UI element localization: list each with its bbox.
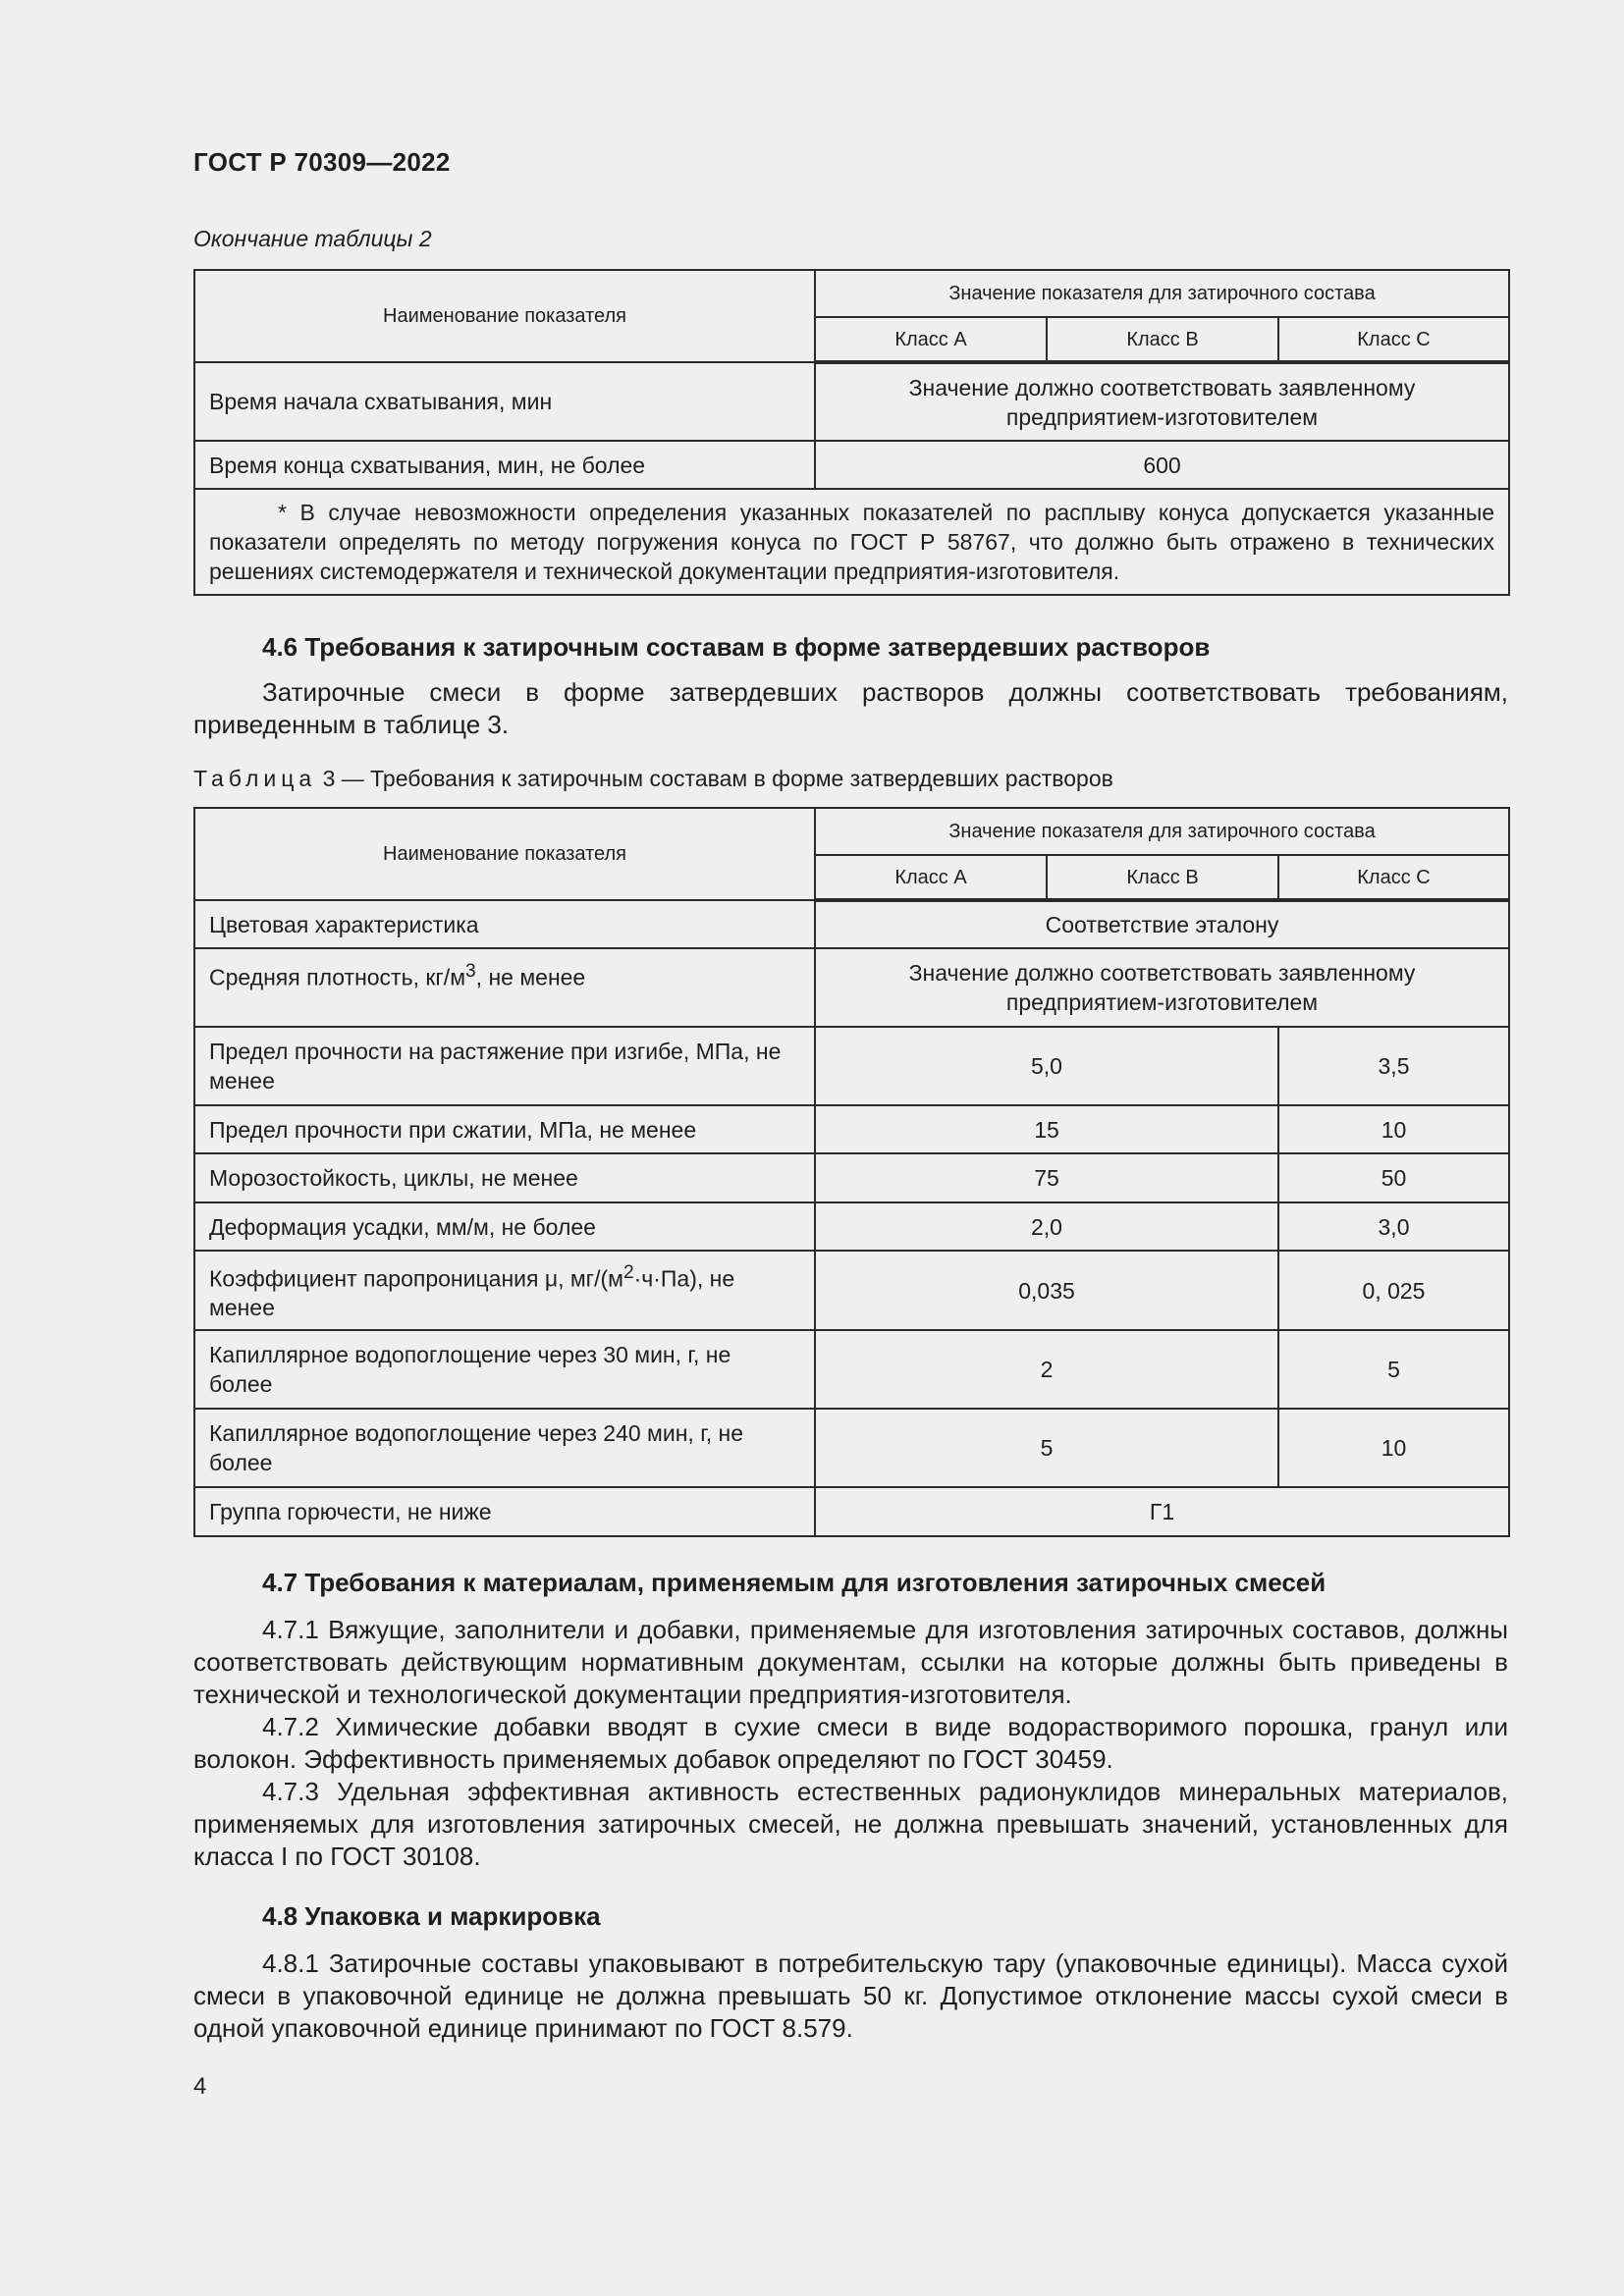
table-row [194, 1487, 1509, 1536]
table3-header-class-a: Класс А [815, 855, 1047, 900]
row-value: 600 [815, 441, 1509, 489]
row-value-c: 5 [1278, 1330, 1509, 1409]
paragraph: Затирочные смеси в форме затвердевших растворов должны соответствовать требованиям, приведенным в таблице 3. [193, 677, 1508, 739]
table3-caption-word: Таблица [193, 766, 317, 791]
table3-caption-text: 3 — Требования к затирочным составам в форме затвердевших растворов [322, 766, 1113, 791]
row-name: Предел прочности при сжатии, МПа, не менее [194, 1105, 815, 1153]
row-value: Значение должно соответствовать заявленному предприятием-изготовителем [815, 362, 1509, 441]
row-value-c: 10 [1278, 1105, 1509, 1153]
paragraph: 4.8.1 Затирочные составы упаковывают в потребительскую тару (упаковочные единицы). Масса сухой смеси в упаковочной единице не должна превышать 50 кг. Допустимое отклонение массы сухой смеси в одной упаковочной единице принимают по ГОСТ 8.579. [193, 1949, 1508, 2043]
table2-header-name: Наименование показателя [194, 270, 815, 362]
row-name: Цветовая характеристика [194, 900, 815, 948]
table-row [194, 1027, 1509, 1105]
row-name: Группа горючести, не ниже [194, 1487, 815, 1536]
table2-continuation-caption: Окончание таблицы 2 [193, 226, 432, 251]
row-value-ab: 15 [815, 1105, 1278, 1153]
row-value-ab: 2,0 [815, 1202, 1278, 1251]
row-value-ab: 5,0 [815, 1027, 1278, 1105]
table2-header-class-b: Класс В [1047, 317, 1278, 362]
table-row [194, 362, 1509, 441]
row-value-c: 3,5 [1278, 1027, 1509, 1105]
section-4-6-text [193, 676, 1508, 741]
table3-header-class-c: Класс С [1278, 855, 1509, 900]
row-value-ab: 2 [815, 1330, 1278, 1409]
table3-header-class-b: Класс В [1047, 855, 1278, 900]
row-value-c: 3,0 [1278, 1202, 1509, 1251]
paragraph: 4.7.1 Вяжущие, заполнители и добавки, применяемые для изготовления затирочных составов, должны соответствовать действующим нормативным документам, ссылки на которые должны быть приведены в технической и технологической документации предприятия-изготовителя. [193, 1615, 1508, 1709]
table-row [194, 1409, 1509, 1487]
section-4-8-text [193, 1948, 1508, 2045]
section-4-7-heading: 4.7 Требования к материалам, применяемым для изготовления затирочных смесей [262, 1568, 1326, 1597]
table-row [194, 1105, 1509, 1153]
row-value: Соответствие эталону [815, 900, 1509, 948]
row-value-c: 10 [1278, 1409, 1509, 1487]
row-name: Время начала схватывания, мин [194, 362, 815, 441]
row-name: Коэффициент паропроницания μ, $мг/(м^2\cdot ч\cdot Па)$, не менее [194, 1251, 815, 1330]
row-name: Деформация усадки, мм/м, не более [194, 1202, 815, 1251]
table-3 [193, 807, 1510, 1537]
row-name: Время конца схватывания, мин, не более [194, 441, 815, 489]
page-number: 4 [193, 2073, 207, 2100]
table-footnote-row [194, 489, 1509, 595]
section-4-6-heading: 4.6 Требования к затирочным составам в форме затвердевших растворов [262, 632, 1211, 662]
row-name: Предел прочности на растяжение при изгибе, МПа, не менее [194, 1027, 815, 1105]
row-value: Г1 [815, 1487, 1509, 1536]
table2-footnote: * В случае невозможности определения указанных показателей по расплыву конуса допускается указанные показатели определять по методу погружения конуса по ГОСТ Р 58767, что должно быть отражено в технических решениях системодержателя и технической документации предприятия-изготовителя. [209, 500, 1495, 584]
table3-header-name: Наименование показателя [194, 808, 815, 900]
table2-header-class-c: Класс С [1278, 317, 1509, 362]
table-2 [193, 269, 1510, 596]
table-row [194, 1251, 1509, 1330]
table-row [194, 900, 1509, 948]
row-name: Капиллярное водопоглощение через 30 мин, г, не более [194, 1330, 815, 1409]
table-row [194, 1202, 1509, 1251]
row-value-ab: 75 [815, 1153, 1278, 1202]
paragraph: 4.7.2 Химические добавки вводят в сухие смеси в виде водорастворимого порошка, гранул или волокон. Эффективность применяемых добавок определяют по ГОСТ 30459. [193, 1712, 1508, 1774]
paragraph: 4.7.3 Удельная эффективная активность естественных радионуклидов минеральных материалов, применяемых для изготовления затирочных смесей, не должна превышать значений, установленных для класса I по ГОСТ 30108. [193, 1777, 1508, 1871]
row-value-ab: 0,035 [815, 1251, 1278, 1330]
row-name: Средняя плотность, $кг/м^3$, не менее [194, 948, 815, 1027]
section-4-7-text [193, 1614, 1508, 1873]
table3-header-value: Значение показателя для затирочного состава [815, 808, 1509, 855]
section-4-8-heading: 4.8 Упаковка и маркировка [262, 1901, 601, 1931]
row-value-c: 50 [1278, 1153, 1509, 1202]
table2-header-value: Значение показателя для затирочного состава [815, 270, 1509, 317]
row-value-ab: 5 [815, 1409, 1278, 1487]
document-code: ГОСТ Р 70309—2022 [193, 147, 451, 177]
row-value-c: 0, 025 [1278, 1251, 1509, 1330]
row-value: Значение должно соответствовать заявленному предприятием-изготовителем [815, 948, 1509, 1027]
table-row [194, 1153, 1509, 1202]
table3-caption [193, 766, 1113, 792]
table2-header-class-a: Класс А [815, 317, 1047, 362]
row-name: Морозостойкость, циклы, не менее [194, 1153, 815, 1202]
table-row [194, 948, 1509, 1027]
table-row [194, 441, 1509, 489]
row-name: Капиллярное водопоглощение через 240 мин, г, не более [194, 1409, 815, 1487]
table-row [194, 1330, 1509, 1409]
